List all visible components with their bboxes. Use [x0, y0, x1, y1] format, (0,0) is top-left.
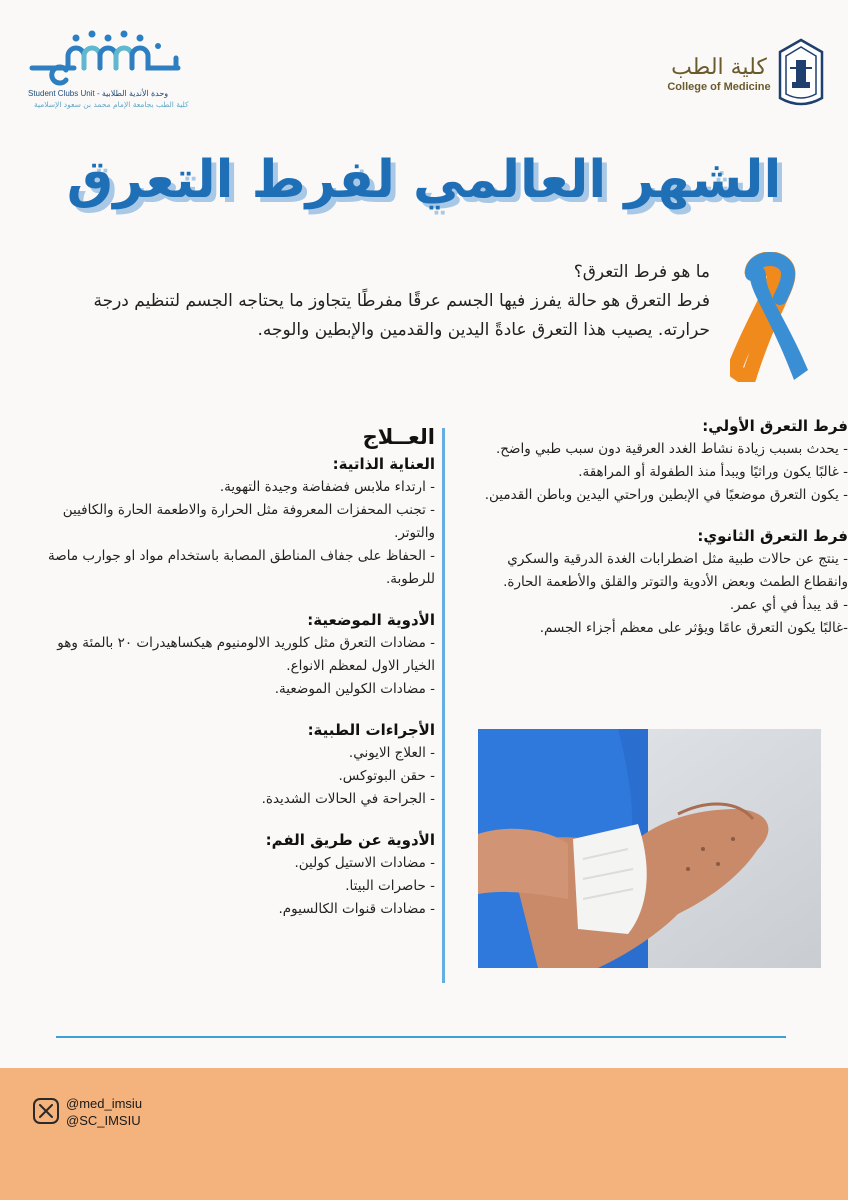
university-crest-icon	[778, 38, 824, 110]
oral-item: - مضادات الاستيل كولين.	[294, 855, 435, 871]
intro-section	[90, 258, 710, 345]
college-logo-text	[664, 55, 774, 93]
sweaty-hand-photo	[478, 729, 821, 968]
self-care-item: - ارتداء ملابس فضفاضة وجيدة التهوية.	[219, 479, 435, 495]
topical-item: - مضادات التعرق مثل كلوريد الالومنيوم هيكساهيدرات ٢٠ بالمئة وهو الخيار الاول لمعظم الانواع.	[57, 635, 435, 674]
procedures-heading: الأجراءات الطبية:	[307, 721, 435, 739]
handle-sc[interactable]: @SC_IMSIU	[66, 1113, 141, 1128]
handle-med[interactable]: @med_imsiu	[66, 1096, 143, 1111]
procedures-item: - حقن البوتوكس.	[338, 768, 435, 784]
intro-body: فرط التعرق هو حالة يفرز فيها الجسم عرقًا مفرطًا يتجاوز ما يحتاجه الجسم لتنظيم درجة حرارته. يصيب هذا التعرق عادةً اليدين والقدمين والإبطين والوجه.	[93, 291, 710, 340]
primary-item: - غالبًا يكون وراثيًا ويبدأ منذ الطفولة أو المراهقة.	[578, 464, 848, 480]
treatment-heading: العــلاج	[362, 425, 435, 449]
clubs-separator: -	[96, 89, 100, 98]
topical-heading: الأدوية الموضعية:	[307, 611, 435, 629]
primary-heading: فرط التعرق الأولي:	[702, 417, 848, 435]
clubs-name-ar: وحدة الأندية الطلابية	[101, 89, 169, 98]
primary-item: - يكون التعرق موضعيًا في الإبطين وراحتي اليدين وباطن القدمين.	[484, 487, 848, 503]
secondary-item: - قد يبدأ في أي عمر.	[729, 597, 848, 613]
self-care-heading: العناية الذاتية:	[332, 455, 435, 473]
student-clubs-logo	[28, 28, 188, 88]
oral-item: - مضادات قنوات الكالسيوم.	[278, 901, 435, 917]
college-name-en: College of Medicine	[667, 81, 771, 93]
types-column	[470, 415, 848, 640]
intro-question: ما هو فرط التعرق؟	[573, 262, 710, 282]
treatment-column	[40, 426, 435, 921]
page-title: الشهر العالمي لفرط التعرق	[66, 150, 782, 210]
clubs-caption	[28, 89, 168, 98]
topical-item: - مضادات الكولين الموضعية.	[274, 681, 435, 697]
column-divider	[442, 428, 445, 983]
procedures-item: - الجراحة في الحالات الشديدة.	[261, 791, 435, 807]
secondary-item: -غالبًا يكون التعرق عامًا ويؤثر على معظم أجزاء الجسم.	[539, 620, 848, 636]
oral-item: - حاصرات البيتا.	[345, 878, 435, 894]
primary-item: - يحدث بسبب زيادة نشاط الغدد العرقية دون سبب طبي واضح.	[495, 441, 848, 457]
social-handles	[66, 1095, 142, 1129]
oral-heading: الأدوية عن طريق الفم:	[265, 831, 435, 849]
x-glyph-icon	[39, 1104, 53, 1118]
clubs-subtitle: كلية الطب بجامعة الإمام محمد بن سعود الإسلامية	[34, 100, 189, 109]
college-name-ar: كلية الطب	[671, 55, 767, 80]
self-care-item: - تجنب المحفزات المعروفة مثل الحرارة والاطعمة الحارة والكافيين والتوتر.	[62, 502, 435, 541]
footer-band	[0, 1068, 848, 1200]
secondary-item: - ينتج عن حالات طبية مثل اضطرابات الغدة الدرقية والسكري وانقطاع الطمث وبعض الأدوية والتوتر والقلق والأطعمة الحارة.	[503, 551, 848, 590]
clubs-name-en: Student Clubs Unit	[28, 89, 95, 98]
awareness-ribbon-icon	[730, 252, 810, 382]
procedures-item: - العلاج الايوني.	[348, 745, 435, 761]
self-care-item: - الحفاظ على جفاف المناطق المصابة باستخدام مواد او جوارب ماصة للرطوبة.	[48, 548, 435, 587]
secondary-heading: فرط التعرق الثانوي:	[697, 527, 848, 545]
x-logo-icon[interactable]	[33, 1098, 59, 1124]
bottom-rule	[56, 1036, 786, 1038]
